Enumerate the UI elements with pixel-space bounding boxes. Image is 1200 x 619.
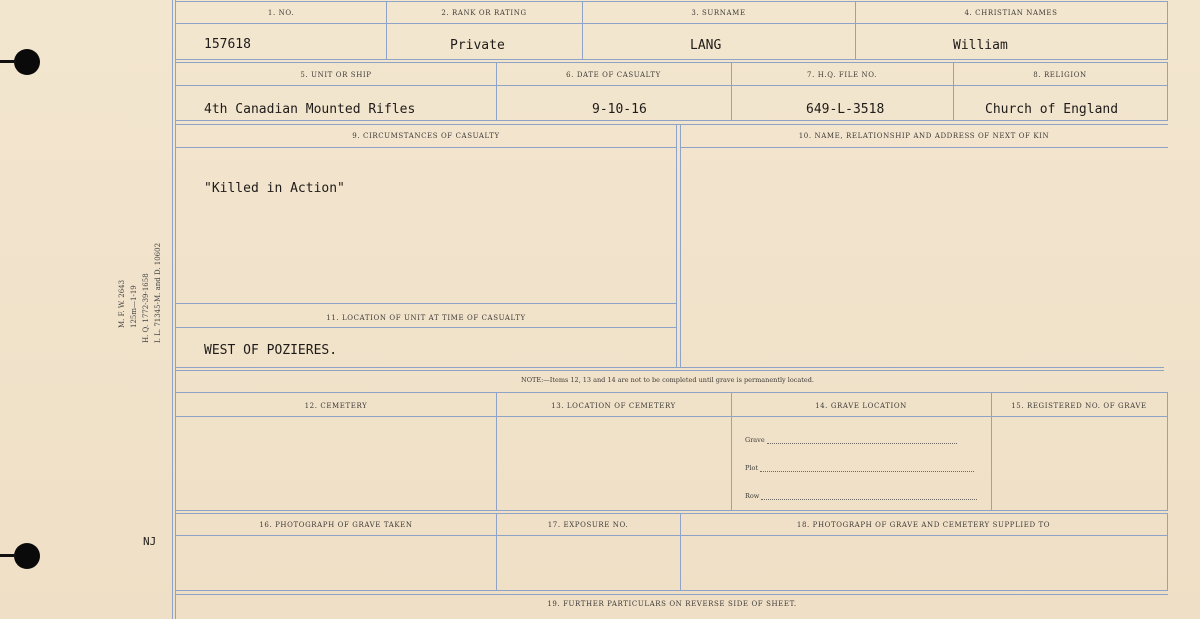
rule [176,510,1168,511]
rule [176,416,1168,417]
heading-surname: 3. SURNAME [691,9,746,17]
rule [176,23,1168,24]
side-print-2: 125m—1-19 [130,285,138,328]
heading-exposure: 17. EXPOSURE NO. [547,521,629,529]
heading-further-particulars: 19. FURTHER PARTICULARS ON REVERSE SIDE OF SHEET. [547,600,797,608]
rule [176,535,1168,536]
plot-line [745,464,974,472]
rule [1167,1,1168,59]
heading-unit: 5. UNIT OR SHIP [300,71,372,79]
rule [176,367,1164,368]
rule [176,85,1168,86]
punch-hole-bottom [14,543,40,569]
side-print-1: M. F. W. 2643 [118,279,126,328]
rule [1167,513,1168,590]
row-label: Row [745,492,760,500]
rule [176,59,1168,60]
heading-hq-file: 7. H.Q. FILE NO. [807,71,877,79]
punch-hole-top [14,49,40,75]
rule [676,124,677,367]
rule [176,120,1168,121]
heading-cemetery: 12. CEMETERY [304,402,368,410]
rule [176,327,676,328]
completion-note: NOTE:—Items 12, 13 and 14 are not to be completed until grave is permanently located. [521,376,814,384]
heading-next-of-kin: 10. NAME, RELATIONSHIP AND ADDRESS OF NEXT OF KIN [798,132,1050,140]
heading-photo-supplied: 18. PHOTOGRAPH OF GRAVE AND CEMETERY SUPPLIED TO [796,521,1051,529]
heading-no: 1. NO. [267,9,295,17]
heading-religion: 8. RELIGION [1033,71,1087,79]
unit-value: 4th Canadian Mounted Rifles [204,102,416,117]
rule [176,370,1164,371]
grave-label: Grave [745,436,765,444]
heading-grave-location: 14. GRAVE LOCATION [815,402,907,410]
rule [680,124,681,367]
rule [176,124,1168,125]
circumstances-value: "Killed in Action" [204,181,345,196]
rank-value: Private [450,38,505,53]
heading-christian-names: 4. CHRISTIAN NAMES [964,9,1058,17]
rule [1167,62,1168,120]
heading-date: 6. DATE OF CASUALTY [566,71,661,79]
rule [176,594,1168,595]
rule [176,513,1168,514]
side-print-4: I. L. 71345-M. and D. 10602 [154,242,162,343]
heading-circumstances: 9. CIRCUMSTANCES OF CASUALTY [352,132,500,140]
rule [176,303,676,304]
surname-value: LANG [690,38,722,53]
plot-label: Plot [745,464,758,472]
rule [176,590,1168,591]
religion-value: Church of England [985,102,1119,117]
grave-line [745,436,957,444]
date-value: 9-10-16 [592,102,647,117]
heading-rank: 2. RANK OR RATING [441,9,527,17]
christian-names-value: William [953,38,1008,53]
heading-location-unit: 11. LOCATION OF UNIT AT TIME OF CASUALTY [326,314,526,322]
rule [176,147,676,148]
location-unit-value: WEST OF POZIERES. [204,343,338,358]
side-print-3: H. Q. 1772-39-1658 [142,273,150,343]
rule [176,62,1168,63]
margin-line [172,0,173,619]
initials: NJ [143,535,157,548]
row-line [745,492,977,500]
rule [176,1,1168,2]
rule [680,147,1168,148]
hq-file-value: 649-L-3518 [806,102,885,117]
heading-photo-taken: 16. PHOTOGRAPH OF GRAVE TAKEN [259,521,413,529]
heading-location-cemetery: 13. LOCATION OF CEMETERY [551,402,676,410]
heading-registered-no: 15. REGISTERED NO. OF GRAVE [1011,402,1147,410]
rule [176,392,1168,393]
rule [1167,392,1168,510]
service-number: 157618 [204,37,251,52]
